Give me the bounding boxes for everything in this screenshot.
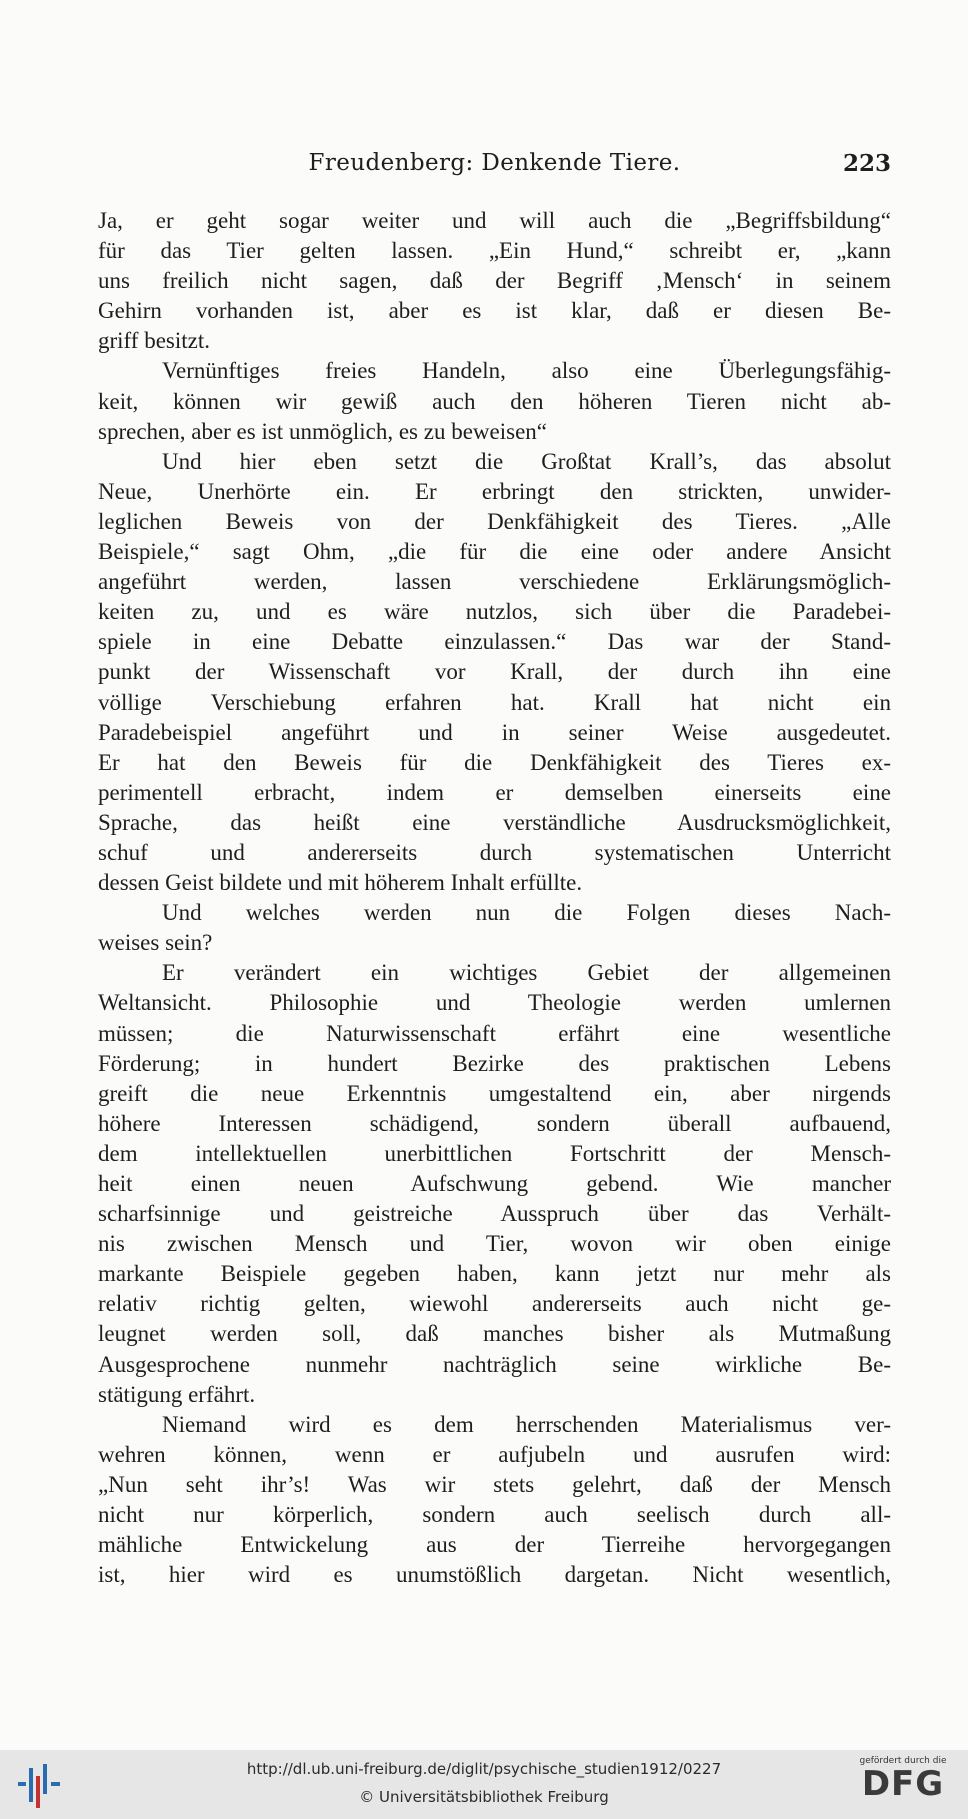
- text-line: punkt der Wissenschaft vor Krall, der durch ihn eine: [98, 659, 891, 685]
- text-line: griff besitzt.: [98, 328, 210, 354]
- dfg-caption: gefördert durch die: [859, 1756, 947, 1766]
- text-line: heit einen neuen Aufschwung gebend. Wie mancher: [98, 1171, 891, 1196]
- text-line: nis zwischen Mensch und Tier, wovon wir oben einige: [98, 1231, 891, 1257]
- text-line: Paradebeispiel angeführt und in seiner Weise ausgedeutet.: [98, 719, 891, 745]
- dfg-logo[interactable]: [848, 1756, 958, 1816]
- text-line: Sprache, das heißt eine verständliche Ausdrucksmöglichkeit,: [98, 809, 891, 835]
- body-text: [98, 206, 891, 1590]
- text-line: Vernünftiges freies Handeln, also eine Überlegungsfähig-: [162, 358, 891, 384]
- page-number: 223: [842, 150, 891, 177]
- text-line: spiele in eine Debatte einzulassen.“ Das war der Stand-: [98, 629, 891, 655]
- footer-bar: [0, 1750, 968, 1819]
- text-line: keit, können wir gewiß auch den höheren Tieren nicht ab-: [98, 388, 891, 414]
- text-line: greift die neue Erkenntnis umgestaltend ein, aber nirgends: [98, 1080, 891, 1106]
- text-line: müssen; die Naturwissenschaft erfährt eine wesentliche: [98, 1020, 891, 1046]
- text-line: scharfsinnige und geistreiche Ausspruch über das Verhält-: [98, 1201, 891, 1227]
- text-line: wehren können, wenn er aufjubeln und ausrufen wird:: [98, 1441, 891, 1467]
- text-line: Weltansicht. Philosophie und Theologie werden umlernen: [98, 990, 891, 1016]
- text-line: Ausgesprochene nunmehr nachträglich seine wirkliche Be-: [98, 1351, 891, 1377]
- text-line: keiten zu, und es wäre nutzlos, sich über die Paradebei-: [98, 599, 891, 625]
- text-line: leugnet werden soll, daß manches bisher als Mutmaßung: [98, 1321, 891, 1347]
- text-line: Niemand wird es dem herrschenden Materialismus ver-: [162, 1411, 891, 1437]
- text-line: mähliche Entwickelung aus der Tierreihe hervorgegangen: [98, 1532, 891, 1558]
- running-title: Freudenberg: Denkende Tiere.: [308, 150, 681, 176]
- text-line: angeführt werden, lassen verschiedene Erklärungsmöglich-: [98, 569, 891, 595]
- text-line: Förderung; in hundert Bezirke des praktischen Lebens: [98, 1050, 891, 1076]
- text-line: weises sein?: [98, 930, 213, 956]
- text-line: höhere Interessen schädigend, sondern überall aufbauend,: [98, 1110, 891, 1136]
- text-line: „Nun seht ihr’s! Was wir stets gelehrt, daß der Mensch: [98, 1471, 891, 1497]
- text-line: für das Tier gelten lassen. „Ein Hund,“ schreibt er, „kann: [98, 238, 891, 264]
- text-line: sprechen, aber es ist unmöglich, es zu beweisen“: [98, 418, 547, 444]
- source-url-link[interactable]: http://dl.ub.uni-freiburg.de/diglit/psychische_studien1912/0227: [246, 1760, 722, 1778]
- text-line: markante Beispiele gegeben haben, kann jetzt nur mehr als: [98, 1261, 891, 1287]
- text-line: Er hat den Beweis für die Denkfähigkeit des Tieres ex-: [98, 749, 891, 775]
- text-line: ist, hier wird es unumstößlich dargetan. Nicht wesentlich,: [98, 1562, 891, 1588]
- text-line: Und welches werden nun die Folgen dieses Nach-: [162, 900, 891, 926]
- text-line: uns freilich nicht sagen, daß der Begriff ‚Mensch‘ in seinem: [98, 268, 891, 294]
- copyright-notice: © Universitätsbibliothek Freiburg: [359, 1788, 609, 1806]
- text-line: völlige Verschiebung erfahren hat. Krall hat nicht ein: [98, 689, 891, 715]
- text-line: schuf und andererseits durch systematischen Unterricht: [98, 839, 891, 865]
- text-line: perimentell erbracht, indem er demselben einerseits eine: [98, 779, 891, 805]
- text-line: stätigung erfährt.: [98, 1381, 256, 1407]
- text-line: Und hier eben setzt die Großtat Krall’s, das absolut: [162, 448, 891, 474]
- text-line: Gehirn vorhanden ist, aber es ist klar, daß er diesen Be-: [98, 298, 891, 324]
- text-line: dem intellektuellen unerbittlichen Fortschritt der Mensch-: [98, 1140, 891, 1166]
- text-line: Er verändert ein wichtiges Gebiet der allgemeinen: [162, 960, 891, 986]
- text-line: Beispiele,“ sagt Ohm, „die für die eine oder andere Ansicht: [98, 539, 891, 565]
- text-line: Neue, Unerhörte ein. Er erbringt den strickten, unwider-: [98, 478, 891, 504]
- running-head: [98, 150, 891, 186]
- text-line: relativ richtig gelten, wiewohl andererseits auch nicht ge-: [98, 1291, 891, 1317]
- text-line: dessen Geist bildete und mit höherem Inhalt erfüllte.: [98, 870, 583, 896]
- text-line: Ja, er geht sogar weiter und will auch die „Begriffsbildung“: [98, 208, 891, 233]
- text-block: [98, 206, 891, 1590]
- text-line: nicht nur körperlich, sondern auch seelisch durch all-: [98, 1502, 891, 1528]
- dfg-wordmark: DFG: [861, 1764, 945, 1804]
- text-line: leglichen Beweis von der Denkfähigkeit des Tieres. „Alle: [98, 508, 891, 534]
